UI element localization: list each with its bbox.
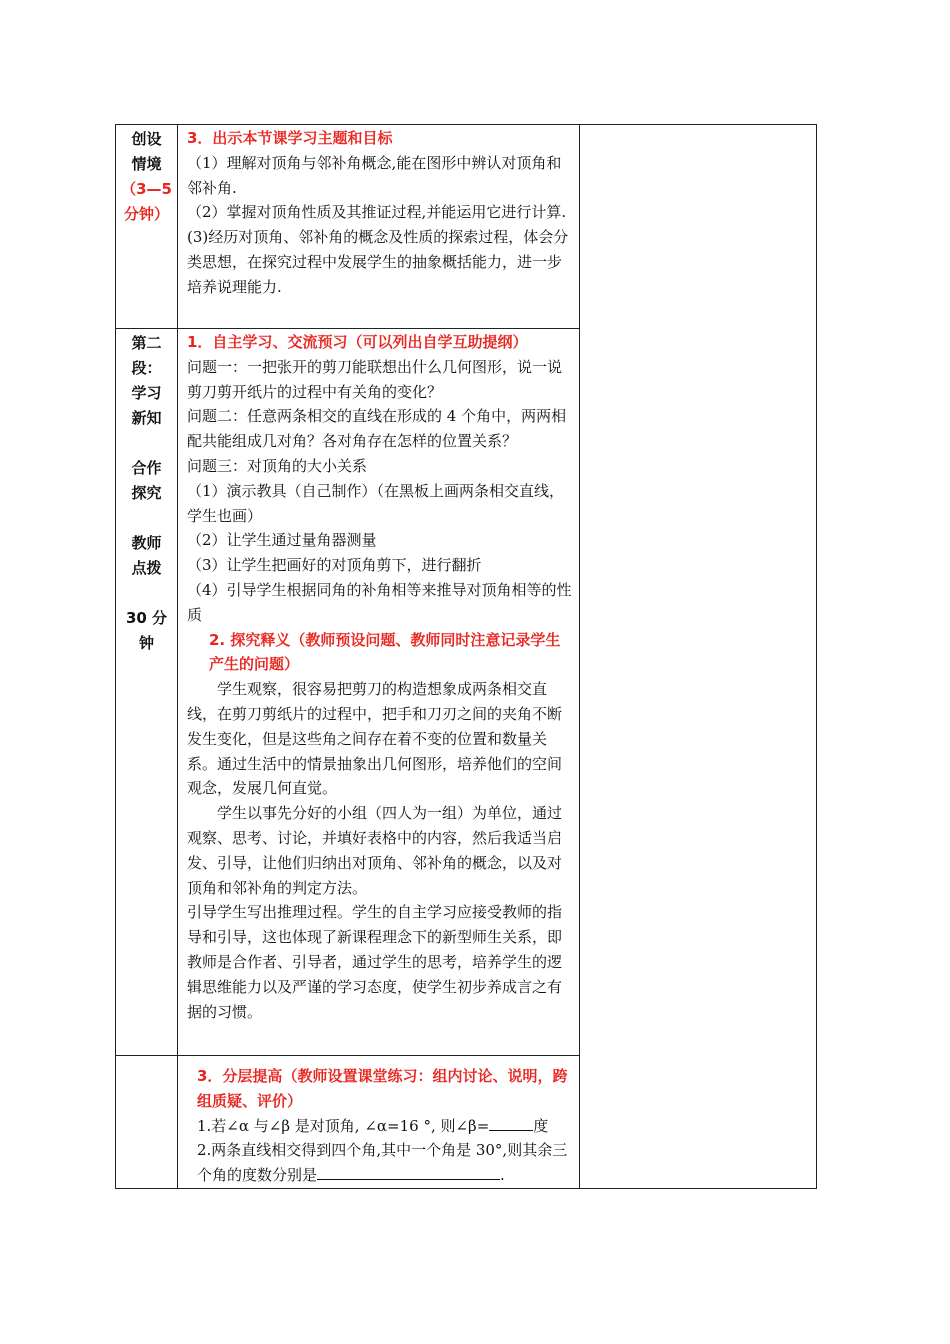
stage-cell	[116, 125, 178, 329]
question-item: 问题一：一把张开的剪刀能联想出什么几何图形，说一说剪刀剪开纸片的过程中有关角的变化？	[187, 357, 563, 401]
objective-1: （1）理解对顶角与邻补角概念,能在图形中辨认对顶角和邻补角.	[187, 153, 562, 197]
content-cell	[178, 329, 580, 1056]
notes-cell	[580, 125, 817, 1189]
question-item: 问题三：对顶角的大小关系	[187, 456, 368, 475]
section-heading: 3．出示本节课学习主题和目标	[187, 129, 393, 147]
objective-2: （2）掌握对顶角性质及其推证过程,并能运用它进行计算.	[187, 203, 567, 222]
exercise-2: 2.两条直线相交得到四个角,其中一个角是 30°,则其余三个角的度数分别是 .	[197, 1141, 568, 1185]
answer-blank[interactable]	[489, 1116, 533, 1131]
question-item: （4）引导学生根据同角的补角相等来推导对顶角相等的性质	[187, 580, 572, 624]
stage-label: 创设 情境	[131, 130, 162, 173]
table-row	[116, 125, 817, 329]
lesson-plan-table	[115, 124, 817, 1189]
content-cell	[178, 1056, 580, 1189]
exercise-1: 1.若∠α 与∠β 是对顶角, ∠α=16 °, 则∠β= 度	[197, 1116, 549, 1135]
content-cell	[178, 125, 580, 329]
stage-cell	[116, 1056, 178, 1189]
paragraph: 学生以事先分好的小组（四人为一组）为单位，通过观察、思考、讨论，并填好表格中的内容，然后我适当启发、引导，让他们归纳出对顶角、邻补角的概念，以及对顶角和邻补角的判定方法。	[187, 804, 563, 897]
section-heading: 1．自主学习、交流预习（可以列出自学互助提纲）	[187, 333, 528, 351]
stage-cell: 第二 段： 学习 新知 合作 探究 教师 点拨 30 分 钟	[116, 329, 178, 1056]
section-heading: 3．分层提高（教师设置课堂练习：组内讨论、说明，跨组质疑、评价）	[197, 1067, 568, 1110]
question-item: （2）让学生通过量角器测量	[187, 531, 377, 550]
question-item: （3）让学生把画好的对顶角剪下，进行翻折	[187, 556, 482, 575]
answer-blank[interactable]	[317, 1165, 500, 1180]
section-heading: 2. 探究释义（教师预设问题、教师同时注意记录学生产生的问题）	[209, 630, 561, 674]
paragraph: 学生观察，很容易把剪刀的构造想象成两条相交直线，在剪刀剪纸片的过程中，把手和刀刃之间的夹角不断发生变化，但是这些角之间存在着不变的位置和数量关系。通过生活中的情景抽象出几何图形，培养他们的空间观念，发展几何直觉。	[187, 680, 563, 798]
time-label: （3—5 分钟）	[121, 180, 172, 223]
objective-3: (3)经历对顶角、邻补角的概念及性质的探索过程，体会分类思想，在探究过程中发展学生的抽象概括能力，进一步培养说理能力.	[187, 228, 569, 296]
question-item: （1）演示教具（自己制作）（在黑板上画两条相交直线，学生也画）	[187, 481, 565, 525]
question-item: 问题二：任意两条相交的直线在形成的 4 个角中，两两相配共能组成几对角？各对角存在怎样的位置关系？	[187, 407, 567, 451]
paragraph: 引导学生写出推理过程。学生的自主学习应接受教师的指导和引导，这也体现了新课程理念下的新型师生关系，即教师是合作者、引导者，通过学生的思考，培养学生的逻辑思维能力以及严谨的学习态度，使学生初步养成言之有据的习惯。	[187, 903, 563, 1021]
